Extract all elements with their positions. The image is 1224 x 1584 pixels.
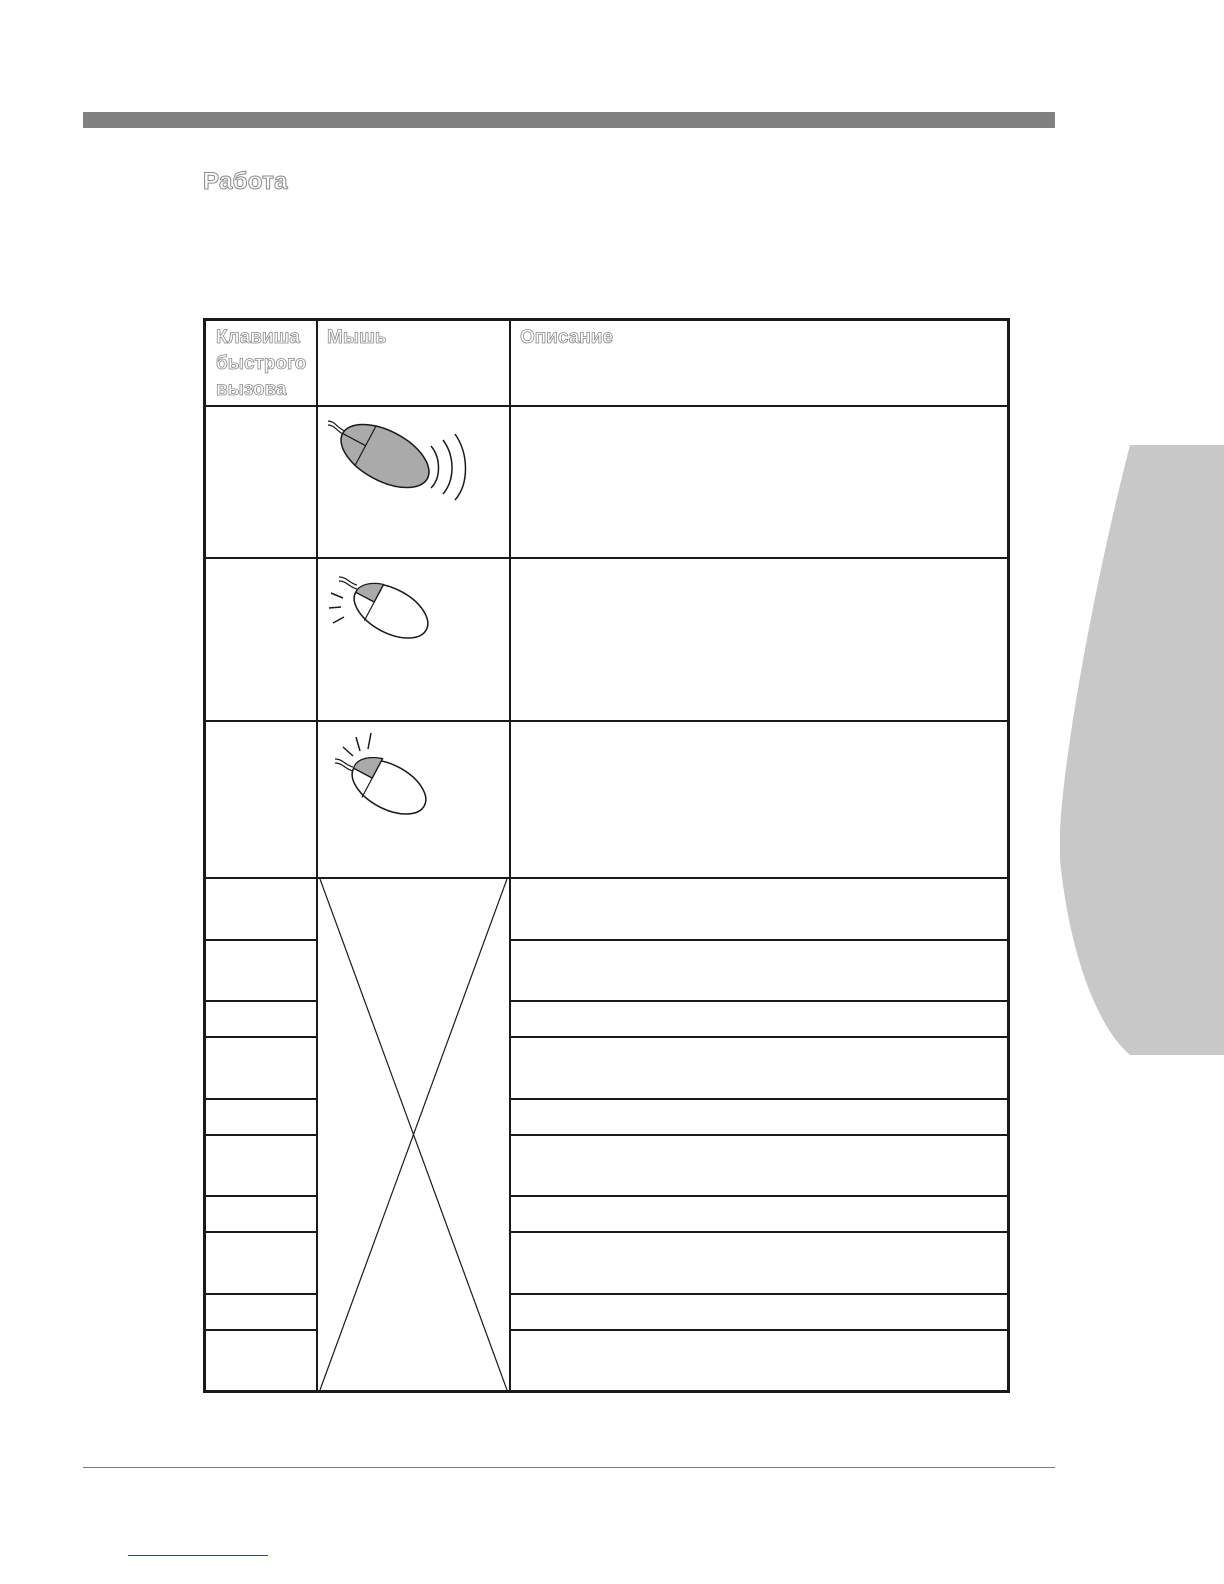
row-divider (511, 939, 1007, 941)
row-divider (206, 720, 1007, 722)
header-hotkey-line: вызова (216, 379, 287, 400)
row-divider (206, 1195, 316, 1197)
header-description: Описание (520, 327, 614, 348)
row-divider (206, 1036, 316, 1038)
row-divider (511, 1000, 1007, 1002)
row-divider (206, 405, 1007, 407)
row-divider (206, 1134, 316, 1136)
header-hotkey-line: быстрого (216, 353, 307, 374)
row-divider (511, 1098, 1007, 1100)
mouse-left-click-icon (323, 571, 453, 651)
row-divider (511, 1134, 1007, 1136)
row-divider (206, 939, 316, 941)
footer-rule (83, 1467, 1055, 1468)
row-divider (206, 1231, 316, 1233)
mouse-right-click-icon (323, 729, 453, 824)
row-divider (511, 1036, 1007, 1038)
row-divider (511, 1231, 1007, 1233)
row-divider (206, 1098, 316, 1100)
row-divider (511, 1329, 1007, 1331)
mouse-move-icon (323, 416, 473, 501)
row-divider (206, 1329, 316, 1331)
header-hotkey (216, 325, 306, 403)
row-divider (511, 1195, 1007, 1197)
header-bar (83, 112, 1055, 128)
row-divider (206, 1293, 316, 1295)
column-divider (509, 321, 511, 1390)
header-mouse: Мышь (327, 327, 387, 348)
row-divider (206, 1000, 316, 1002)
not-applicable-cross (318, 879, 509, 1390)
shortcut-table (203, 318, 1010, 1393)
section-title: Работа (203, 168, 288, 195)
row-divider (511, 1293, 1007, 1295)
row-divider (206, 557, 1007, 559)
side-tab (1060, 440, 1224, 1060)
footer-link-underline[interactable] (128, 1555, 268, 1556)
header-hotkey-line: Клавиша (216, 327, 300, 348)
